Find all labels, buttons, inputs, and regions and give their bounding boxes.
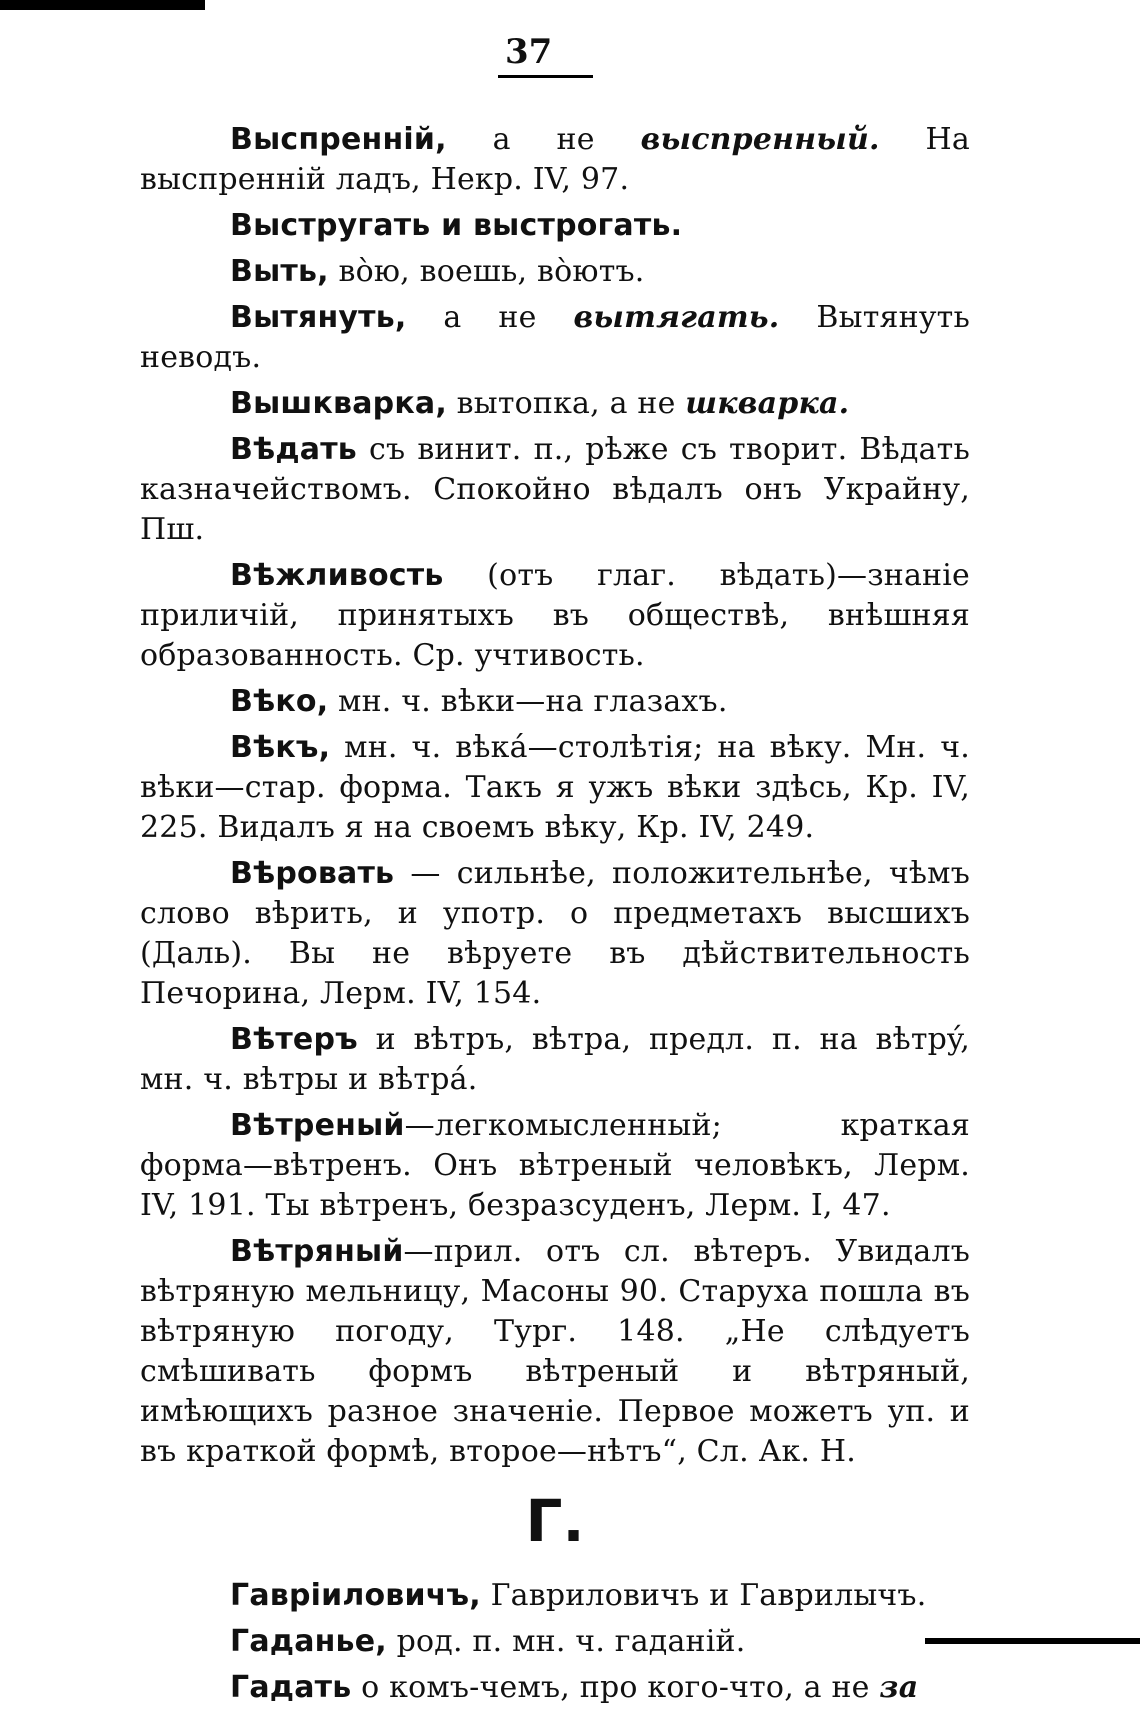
- dictionary-entry: [140, 252, 970, 292]
- dictionary-entry: [140, 206, 970, 246]
- page-number-underline: [498, 75, 593, 78]
- entry-rest: На выспренній ладъ, Некр. IV, 97.: [140, 122, 970, 197]
- entry-headword: Вѣдать: [230, 432, 357, 467]
- entry-text: (отъ глаг. вѣдать)—знаніе приличій, принятыхъ въ обществѣ, внѣшняя образованность. Ср. учтивость.: [140, 558, 970, 673]
- top-rule: [0, 0, 205, 10]
- entry-text: а не: [446, 122, 641, 157]
- dictionary-entry: [140, 1622, 970, 1662]
- dictionary-entry: [140, 1106, 970, 1226]
- entry-italic: выспренный.: [640, 122, 880, 157]
- entry-headword: Гавріиловичъ,: [230, 1578, 481, 1613]
- dictionary-entry: [140, 854, 970, 1014]
- entry-headword: Вѣко,: [230, 684, 329, 719]
- entry-headword: Выть,: [230, 254, 329, 289]
- entry-text: и вѣтръ, вѣтра, предл. п. на вѣтрý, мн. ч. вѣтры и вѣтрá.: [140, 1022, 970, 1097]
- entry-text: —легкомысленный; краткая форма—вѣтренъ. Онъ вѣтреный человѣкъ, Лерм. IV, 191. Ты вѣтренъ, безразсуденъ, Лерм. I, 47.: [140, 1108, 970, 1223]
- dictionary-entry: [140, 1232, 970, 1472]
- entry-headword: Вѣтеръ: [230, 1022, 358, 1057]
- entry-headword: Вытянуть,: [230, 300, 407, 335]
- dictionary-entry: [140, 1576, 970, 1616]
- dictionary-entry: [140, 682, 970, 722]
- entry-headword: Выспренній,: [230, 122, 447, 157]
- entry-text: вòю, воешь, вòютъ.: [328, 254, 645, 289]
- entry-text: мн. ч. вѣкá—столѣтія; на вѣку. Мн. ч. вѣки—стар. форма. Такъ я ужъ вѣки здѣсь, Кр. IV, 225. Видалъ я на своемъ вѣку, Кр. IV, 249.: [140, 730, 970, 845]
- entry-headword: Гаданье,: [230, 1624, 387, 1659]
- entry-text: род. п. мн. ч. гаданій.: [386, 1624, 746, 1659]
- entry-text: Гавриловичъ и Гаврилычъ.: [480, 1578, 927, 1613]
- entry-italic: шкварка.: [685, 386, 850, 421]
- dictionary-entry: [140, 728, 970, 848]
- entry-text: о комъ-чемъ, про кого-что, а не: [351, 1670, 880, 1705]
- entry-headword: Вышкварка,: [230, 386, 447, 421]
- dictionary-entry: [140, 1668, 970, 1708]
- entry-rest: Вытянуть неводъ.: [140, 300, 970, 375]
- entry-headword: Вѣтряный: [230, 1234, 404, 1269]
- entry-headword: Вѣтреный: [230, 1108, 405, 1143]
- dictionary-entry: [140, 556, 970, 676]
- dictionary-entry: [140, 384, 970, 424]
- entry-headword: Вѣровать: [230, 856, 395, 891]
- dictionary-entry: [140, 1020, 970, 1100]
- bottom-rule: [925, 1638, 1140, 1644]
- entry-headword: Вѣкъ,: [230, 730, 331, 765]
- page-number: 37: [505, 32, 553, 72]
- dictionary-text: [140, 120, 970, 1714]
- entry-text: а не: [406, 300, 574, 335]
- entry-headword: Вѣжливость: [230, 558, 444, 593]
- entry-headword: Гадать: [230, 1670, 352, 1705]
- entry-text: вытопка, а не: [446, 386, 686, 421]
- entry-headword: Выстругать и выстрогать.: [230, 208, 683, 243]
- dictionary-entry: [140, 430, 970, 550]
- entry-text: — сильнѣе, положительнѣе, чѣмъ слово вѣрить, и употр. о предметахъ высшихъ (Даль). Вы не вѣруете въ дѣйствительность Печорина, Лерм. IV, 154.: [140, 856, 970, 1011]
- entry-text: —прил. отъ сл. вѣтеръ. Увидалъ вѣтряную мельницу, Масоны 90. Старуха пошла въ вѣтряную погоду, Тург. 148. „Не слѣдуетъ смѣшивать формъ вѣтреный и вѣтряный, имѣющихъ разное значеніе. Первое можетъ уп. и въ краткой формѣ, второе—нѣтъ“, Сл. Ак. Н.: [140, 1234, 970, 1469]
- entry-italic: вытягать.: [573, 300, 780, 335]
- entry-text: мн. ч. вѣки—на глазахъ.: [328, 684, 728, 719]
- dictionary-entry: [140, 120, 970, 200]
- entry-text: съ винит. п., рѣже съ творит. Вѣдать казначействомъ. Спокойно вѣдалъ онъ Украйну, Пш.: [140, 432, 970, 547]
- section-letter: Г.: [525, 1487, 585, 1555]
- entry-italic: за: [879, 1670, 919, 1705]
- dictionary-entry: [140, 298, 970, 378]
